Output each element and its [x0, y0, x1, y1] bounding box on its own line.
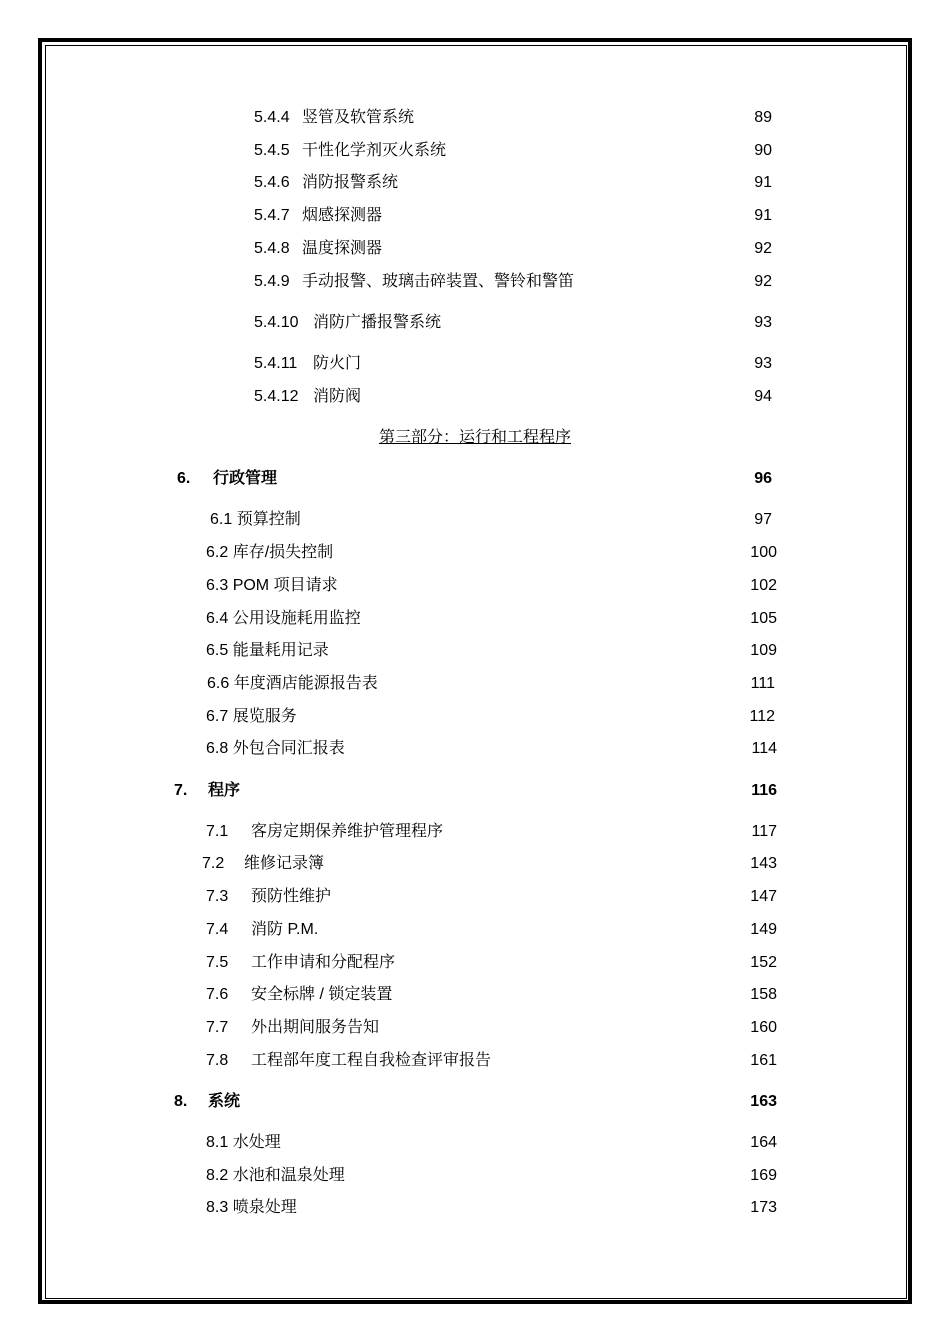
toc-entry-page: 91: [754, 207, 772, 224]
toc-entry[interactable]: [0, 705, 950, 729]
toc-entry-label: 6.4 公用设施耗用监控: [206, 610, 361, 627]
toc-entry-number: 5.4.10: [254, 314, 299, 331]
toc-entry-number: 5.4.4: [254, 109, 290, 126]
toc-entry-page: 143: [750, 855, 777, 872]
toc-entry-title: 预防性维护: [251, 888, 332, 905]
toc-entry-number: 7.6: [206, 986, 229, 1003]
toc-entry-title: 工作申请和分配程序: [251, 954, 396, 971]
toc-entry-number: 7.8: [206, 1052, 229, 1069]
toc-entry[interactable]: [0, 237, 950, 261]
toc-entry-label: 6.8 外包合同汇报表: [206, 740, 345, 757]
toc-entry-page: 105: [750, 610, 777, 627]
toc-entry[interactable]: [0, 1016, 950, 1040]
toc-entry-title: 消防阀: [313, 388, 362, 405]
toc-entry[interactable]: [0, 737, 950, 761]
toc-section-page: 163: [750, 1093, 777, 1110]
toc-entry[interactable]: [0, 1164, 950, 1188]
toc-entry[interactable]: [0, 672, 950, 696]
toc-entry-page: 160: [750, 1019, 777, 1036]
toc-entry-label: 6.5 能量耗用记录: [206, 642, 329, 659]
toc-entry-number: 7.5: [206, 954, 229, 971]
toc-entry-number: 7.7: [206, 1019, 229, 1036]
toc-section-page: 116: [751, 782, 777, 799]
toc-entry-page: 94: [754, 388, 772, 405]
toc-entry-title: 维修记录簿: [244, 855, 325, 872]
toc-entry[interactable]: [0, 139, 950, 163]
toc-entry-page: 92: [754, 240, 772, 257]
toc-entry-page: 112: [749, 708, 775, 725]
toc-entry[interactable]: [0, 918, 950, 942]
toc-entry-page: 109: [750, 642, 777, 659]
toc-entry-page: 169: [750, 1167, 777, 1184]
toc-entry-page: 92: [754, 273, 772, 290]
toc-entry[interactable]: [0, 820, 950, 844]
toc-entry-title: 安全标牌 / 锁定装置: [251, 986, 393, 1003]
toc-entry[interactable]: [0, 204, 950, 228]
toc-entry[interactable]: [0, 270, 950, 294]
toc-entry-label: 8.3 喷泉处理: [206, 1199, 297, 1216]
toc-entry-title: 消防广播报警系统: [313, 314, 442, 331]
toc-section-title: 系统: [208, 1093, 241, 1110]
toc-entry-label: 8.2 水池和温泉处理: [206, 1167, 345, 1184]
toc-section-number: 6.: [177, 470, 191, 487]
toc-entry-page: 97: [754, 511, 772, 528]
toc-entry[interactable]: [0, 1049, 950, 1073]
toc-entry[interactable]: [0, 885, 950, 909]
toc-entry[interactable]: [0, 385, 950, 409]
toc-entry-page: 173: [750, 1199, 777, 1216]
toc-entry-number: 5.4.6: [254, 174, 290, 191]
part-heading: [0, 426, 950, 450]
toc-entry-title: 防火门: [313, 355, 362, 372]
toc-entry-title: 温度探测器: [302, 240, 383, 257]
toc-entry-page: 114: [751, 740, 777, 757]
toc-entry-title: 客房定期保养维护管理程序: [251, 823, 444, 840]
toc-entry[interactable]: [0, 541, 950, 565]
toc-entry-number: 5.4.8: [254, 240, 290, 257]
toc-section[interactable]: [0, 779, 950, 803]
toc-entry[interactable]: [0, 983, 950, 1007]
toc-entry-page: 90: [754, 142, 772, 159]
toc-entry[interactable]: [0, 951, 950, 975]
toc-entry-label: 8.1 水处理: [206, 1134, 281, 1151]
toc-entry-number: 7.4: [206, 921, 229, 938]
toc-entry-number: 5.4.5: [254, 142, 290, 159]
toc-entry-page: 158: [750, 986, 777, 1003]
toc-entry[interactable]: [0, 508, 950, 532]
toc-entry-page: 91: [754, 174, 772, 191]
toc-entry-label: 6.6 年度酒店能源报告表: [207, 675, 378, 692]
toc-entry-title: 手动报警、玻璃击碎装置、警铃和警笛: [302, 273, 575, 290]
toc-entry-page: 164: [750, 1134, 777, 1151]
toc-entry-title: 消防 P.M.: [251, 921, 319, 938]
toc-section-number: 8.: [174, 1093, 188, 1110]
toc-section-page: 96: [754, 470, 772, 487]
toc-entry-number: 5.4.11: [254, 355, 298, 372]
toc-entry-page: 100: [750, 544, 777, 561]
toc-entry-page: 93: [754, 355, 772, 372]
toc-entry-page: 89: [754, 109, 772, 126]
toc-entry[interactable]: [0, 311, 950, 335]
toc-entry-number: 5.4.9: [254, 273, 290, 290]
toc-entry-label: 6.2 库存/损失控制: [206, 544, 334, 561]
toc-entry-page: 111: [750, 675, 775, 692]
toc-entry[interactable]: [0, 171, 950, 195]
toc-entry[interactable]: [0, 607, 950, 631]
toc-entry-number: 5.4.12: [254, 388, 299, 405]
toc-entry[interactable]: [0, 852, 950, 876]
toc-entry-title: 干性化学剂灭火系统: [302, 142, 447, 159]
toc-entry-page: 147: [750, 888, 777, 905]
toc-entry[interactable]: [0, 106, 950, 130]
toc-entry-title: 工程部年度工程自我检查评审报告: [251, 1052, 492, 1069]
toc-entry-page: 93: [754, 314, 772, 331]
part-heading-text: 第三部分：运行和工程程序: [378, 429, 571, 446]
toc-section[interactable]: [0, 467, 950, 491]
toc-entry[interactable]: [0, 639, 950, 663]
toc-entry-title: 烟感探测器: [302, 207, 383, 224]
toc-section-title: 行政管理: [213, 470, 278, 487]
toc-entry-title: 消防报警系统: [302, 174, 399, 191]
toc-entry[interactable]: [0, 1196, 950, 1220]
toc-entry-label: 6.3 POM 项目请求: [206, 577, 338, 594]
toc-entry-number: 5.4.7: [254, 207, 290, 224]
toc-entry-page: 102: [750, 577, 777, 594]
toc-entry[interactable]: [0, 574, 950, 598]
toc-entry-number: 7.3: [206, 888, 229, 905]
toc-entry[interactable]: [0, 1131, 950, 1155]
toc-entry-page: 152: [750, 954, 777, 971]
toc-entry-number: 7.1: [206, 823, 229, 840]
toc-entry-label: 6.1 预算控制: [210, 511, 301, 528]
toc-entry-page: 149: [750, 921, 777, 938]
toc-entry-label: 6.7 展览服务: [206, 708, 297, 725]
toc-entry[interactable]: [0, 352, 950, 376]
toc-entry-title: 竖管及软管系统: [302, 109, 415, 126]
toc-section-title: 程序: [208, 782, 241, 799]
toc-section-number: 7.: [174, 782, 188, 799]
toc-entry-number: 7.2: [202, 855, 225, 872]
toc-entry-title: 外出期间服务告知: [251, 1019, 380, 1036]
toc-entry-page: 161: [750, 1052, 777, 1069]
toc-entry-page: 117: [751, 823, 777, 840]
toc-section[interactable]: [0, 1090, 950, 1114]
